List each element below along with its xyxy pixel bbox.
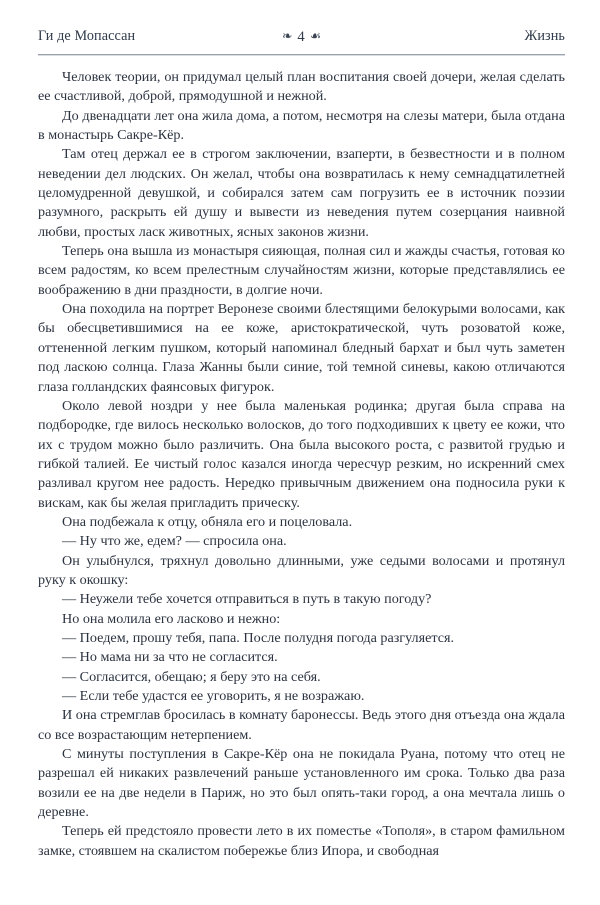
body-text-block [38,68,565,861]
body-paragraph: Там отец держал ее в строгом заключении, взаперти, в безвестности и в полном неведении дел людских. Он желал, чтобы она возвратилась к нему семнадцатилетней целомудренной девушкой, и собирался затем сам погрузить ее в источник поэзии разумного, раскрыть ей душу и вывести из неведения путем созерцания наивной любви, простых ласк животных, ясных законов жизни. [38,146,565,240]
body-paragraph: — Поедем, прошу тебя, папа. После полудня погода разгуляется. [62,629,455,646]
body-paragraph: Человек теории, он придумал целый план воспитания своей дочери, желая сделать ее счастливой, доброй, прямодушной и нежной. [38,69,565,105]
body-paragraph: С минуты поступления в Сакре-Кёр она не покидала Руана, потому что отец не разрешал ей никаких развлечений раньше установленного им срока. Только два раза возили ее на две недели в Париж, но это был опять-таки город, а она мечтала лишь о деревне. [38,746,565,821]
body-paragraph: Около левой ноздри у нее была маленькая родинка; другая была справа на подбородке, где вилось несколько волосков, до того подходивших к цвету ее кожи, что их с трудом можно было различить. Она была высокого роста, с развитой грудью и гибкой талией. Ее чистый голос казался иногда чересчур резким, но искренний смех разливал кругом нее радость. Нередко привычным движением она подносила руки к вискам, как бы желая пригладить прическу. [38,397,565,511]
body-paragraph: Она подбежала к отцу, обняла его и поцеловала. [62,513,353,530]
body-paragraph: — Но мама ни за что не согласится. [62,649,278,666]
body-paragraph: Теперь ей предстояло провести лето в их поместье «Тополя», в старом фамильном замке, стоявшем на скалистом побережье близ Ипора, и свободная [38,823,565,859]
fleuron-left-icon: ❧ [281,29,293,43]
body-paragraph: До двенадцати лет она жила дома, а потом, несмотря на слезы матери, была отдана в монастырь Сакре-Кёр. [38,107,565,144]
body-paragraph: И она стремглав бросилась в комнату баронессы. Ведь этого дня отъезда она ждала со все возрастающим нетерпением. [38,707,565,743]
body-paragraph: — Если тебе удастся ее уговорить, я не возражаю. [62,688,365,704]
running-head-title: Жизнь [524,28,565,44]
body-paragraph: Она походила на портрет Веронезе своими блестящими белокурыми волосами, как бы обесцветившимися на ее коже, аристократической, чуть розоватой коже, оттененной легким пушком, который напоминал бледный бархат и был чуть заметен под ласкою солнца. Глаза Жанны были синие, той темной синевы, какою отличаются глаза голландских фаянсовых фигурок. [38,301,565,395]
body-paragraph: Теперь она вышла из монастыря сияющая, полная сил и жажды счастья, готовая ко всем радостям, ко всем прелестным случайностям жизни, которые представлялись ее воображению в дни праздности, в долгие ночи. [38,243,565,298]
body-paragraph: — Ну что же, едем? — спросила она. [62,533,287,550]
page-number: 4 [297,29,305,45]
running-head [38,28,565,54]
body-paragraph: Он улыбнулся, тряхнул довольно длинными, уже седыми волосами и протянул руку к окошку: [38,552,565,588]
running-head-author: Ги де Мопассан [38,28,136,44]
body-paragraph: — Согласится, обещаю; я беру это на себя. [62,668,321,685]
body-paragraph: Но она молила его ласково и нежно: [62,610,281,627]
body-paragraph: — Неужели тебе хочется отправиться в путь в такую погоду? [62,591,432,608]
header-divider [38,54,565,55]
fleuron-right-icon: ☙ [309,29,322,43]
